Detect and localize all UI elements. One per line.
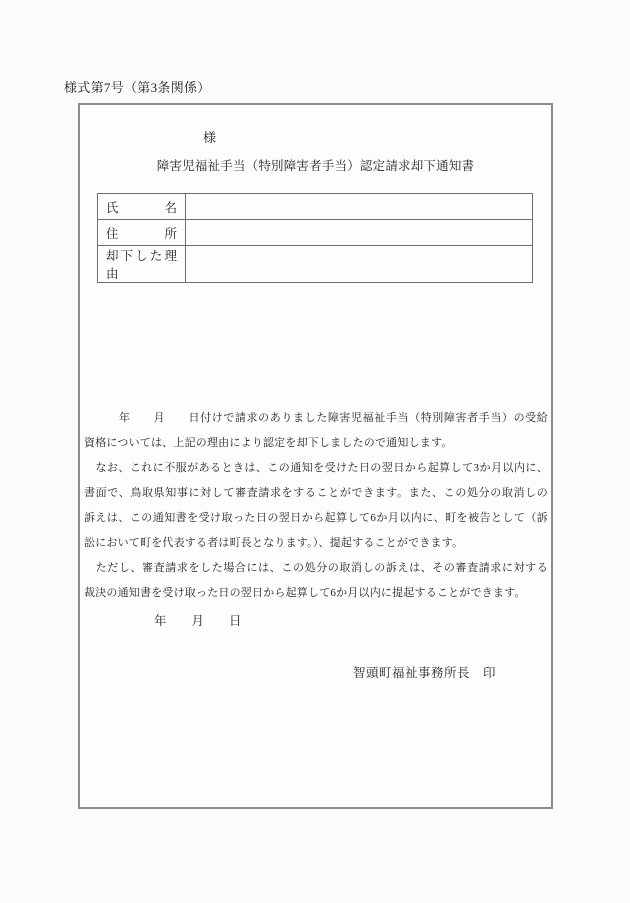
name-label: 氏名 — [98, 194, 186, 220]
table-row-rejection-reason — [98, 246, 533, 283]
notice-body-text — [84, 406, 548, 606]
document-title: 障害児福祉手当（特別障害者手当）認定請求却下通知書 — [156, 159, 475, 173]
notice-sheet — [78, 103, 553, 809]
body-line: 訟において町を代表する者は町長となります。）、提起することができます。 — [84, 537, 464, 549]
body-line: 裁決の通知書を受け取った日の翌日から起算して6か月以内に提起することができます。 — [84, 587, 526, 599]
body-line: ただし、審査請求をした場合には、この処分の取消しの訴えは、その審査請求に対する — [84, 562, 548, 574]
addressee-honorific: 様 — [203, 130, 217, 145]
form-number-label: 様式第7号（第3条関係） — [64, 80, 211, 95]
address-label: 住所 — [98, 220, 186, 246]
issue-date-line: 年 月 日 — [154, 614, 242, 628]
name-value-cell — [186, 194, 533, 220]
table-row-name — [98, 194, 533, 220]
rejection-reason-label: 却下した理由 — [98, 246, 186, 283]
body-line: 書面で、鳥取県知事に対して審査請求をすることができます。また、この処分の取消しの — [84, 487, 548, 499]
body-line: なお、これに不服があるときは、この通知を受けた日の翌日から起算して3か月以内に、 — [84, 462, 548, 474]
body-line: 年 月 日付けで請求のありました障害児福祉手当（特別障害者手当）の受給 — [84, 412, 548, 424]
address-value-cell — [186, 220, 533, 246]
body-line: 訴えは、この通知書を受け取った日の翌日から起算して6か月以内に、町を被告として（訴 — [84, 512, 548, 524]
recipient-fields-table — [97, 193, 533, 283]
table-row-address — [98, 220, 533, 246]
rejection-reason-value-cell — [186, 246, 533, 283]
issuer-signature-line: 智頭町福祉事務所長 印 — [352, 666, 496, 680]
body-line: 資格については、上記の理由により認定を却下しましたので通知します。 — [84, 437, 453, 449]
